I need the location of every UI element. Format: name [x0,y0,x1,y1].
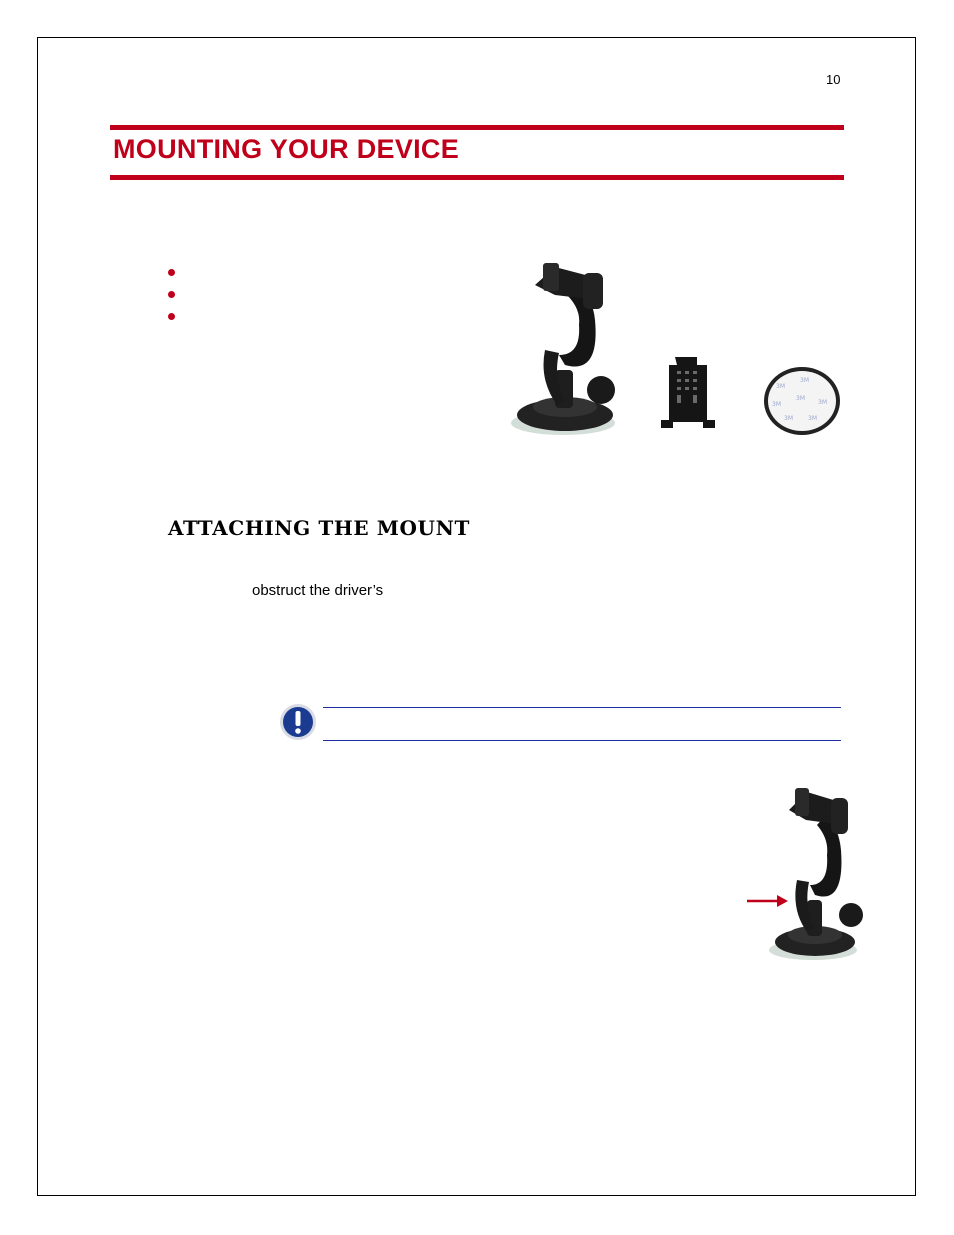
section-title: MOUNTING YOUR DEVICE [113,134,460,164]
bullet-item-2 [168,291,175,298]
bullet-item-1 [168,269,175,276]
adhesive-disc-image [762,366,842,436]
red-arrow-icon [745,893,790,909]
title-rule-bottom [110,175,844,180]
svg-text:3M: 3M [808,415,817,422]
note-rule-bottom [323,740,841,741]
svg-text:3M: 3M [818,399,827,406]
suction-mount-lever-image [765,780,875,965]
suction-mount-image [505,255,635,440]
title-rule-top [110,125,844,130]
svg-text:3M: 3M [800,377,809,384]
mount-bracket-image [655,355,721,430]
page-frame [37,37,916,1196]
svg-text:3M: 3M [784,415,793,422]
bullet-item-3 [168,313,175,320]
svg-text:3M: 3M [776,383,785,390]
svg-text:3M: 3M [772,401,781,408]
page-number: 10 [826,72,841,87]
subsection-heading: ATTACHING THE MOUNT [168,516,470,540]
body-text-fragment: obstruct the driver’s [252,582,384,599]
note-rule-top [323,707,841,708]
svg-text:3M: 3M [796,395,805,402]
exclamation-info-icon [279,703,317,741]
